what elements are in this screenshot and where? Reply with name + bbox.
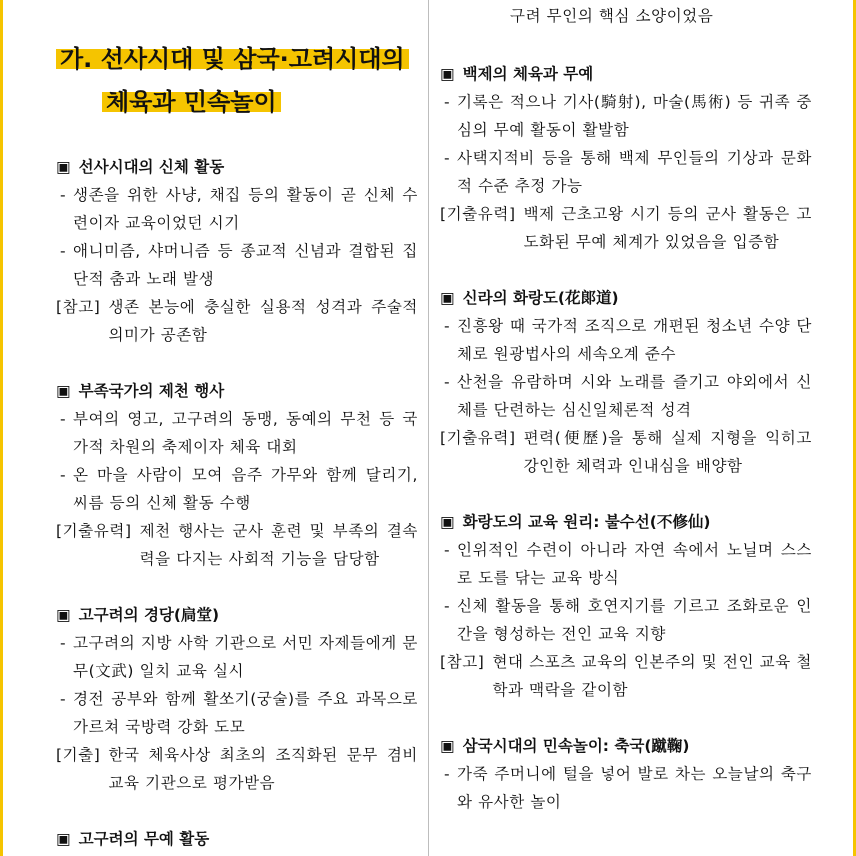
list-item: - 산천을 유람하며 시와 노래를 즐기고 야외에서 신체를 단련하는 심신일체론적 성격 <box>440 368 812 424</box>
list-item: - 생존을 위한 사냥, 채집 등의 활동이 곧 신체 수련이자 교육이었던 시기 <box>56 181 418 237</box>
square-bullet-icon: ▣ <box>440 289 455 307</box>
note-tag: [기출유력] <box>440 205 516 223</box>
dash-icon: - <box>444 317 451 335</box>
note-tag: [기출유력] <box>56 522 132 540</box>
square-bullet-icon: ▣ <box>56 830 71 848</box>
chapter-title-line-1: 가. 선사시대 및 삼국·고려시대의 <box>56 44 409 74</box>
dash-icon: - <box>444 541 451 559</box>
dash-icon: - <box>444 373 451 391</box>
note-reference <box>440 648 812 704</box>
list-item: - 사택지적비 등을 통해 백제 무인들의 기상과 문화적 수준 추정 가능 <box>440 144 812 200</box>
note-tag: [참고] <box>440 653 485 671</box>
chapter-title <box>56 44 418 117</box>
dash-icon: - <box>60 466 67 484</box>
list-item: - 신체 활동을 통해 호연지기를 기르고 조화로운 인간을 형성하는 전인 교육 지향 <box>440 592 812 648</box>
note-text: 백제 근초고왕 시기 등의 군사 활동은 고도화된 무예 체계가 있었음을 입증함 <box>523 205 812 251</box>
list-item: - 가죽 주머니에 털을 넣어 발로 차는 오늘날의 축구와 유사한 놀이 <box>440 760 812 816</box>
section-prehistoric <box>56 153 418 349</box>
right-column <box>440 0 812 856</box>
list-item: - 온 마을 사람이 모여 음주 가무와 함께 달리기, 씨름 등의 신체 활동 수행 <box>56 461 418 517</box>
section-heading: ▣ 신라의 화랑도(花郞道) <box>440 289 619 307</box>
note-text: 현대 스포츠 교육의 인본주의 및 전인 교육 철학과 맥락을 같이함 <box>492 653 812 699</box>
list-item: - 경전 공부와 함께 활쏘기(궁술)를 주요 과목으로 가르쳐 국방력 강화 도모 <box>56 685 418 741</box>
square-bullet-icon: ▣ <box>56 606 71 624</box>
dash-icon: - <box>444 765 451 783</box>
section-baekje <box>440 60 812 256</box>
note-tag: [기출] <box>56 746 101 764</box>
list-item: - 진흥왕 때 국가적 조직으로 개편된 청소년 수양 단체로 원광법사의 세속오계 준수 <box>440 312 812 368</box>
note-tag: [기출유력] <box>440 429 516 447</box>
dash-icon: - <box>444 149 451 167</box>
carryover-text: 구려 무인의 핵심 소양이었음 <box>510 7 714 25</box>
note-exam-likely <box>56 517 418 573</box>
note-text: 한국 체육사상 최초의 조직화된 문무 겸비 교육 기관으로 평가받음 <box>108 746 418 792</box>
note-exam-likely <box>440 200 812 256</box>
square-bullet-icon: ▣ <box>56 158 71 176</box>
section-gyeongdang <box>56 601 418 797</box>
list-item: - 애니미즘, 샤머니즘 등 종교적 신념과 결합된 집단적 춤과 노래 발생 <box>56 237 418 293</box>
left-yellow-border <box>0 0 3 856</box>
note-exam-likely <box>440 424 812 480</box>
section-chukguk <box>440 732 812 816</box>
dash-icon: - <box>444 597 451 615</box>
section-heading: ▣ 백제의 체육과 무예 <box>440 65 594 83</box>
list-item: - 기록은 적으나 기사(騎射), 마술(馬術) 등 귀족 중심의 무예 활동이 활발함 <box>440 88 812 144</box>
section-hwarangdo <box>440 284 812 480</box>
dash-icon: - <box>60 634 67 652</box>
chapter-title-line-2: 체육과 민속놀이 <box>102 87 281 117</box>
dash-icon: - <box>60 242 67 260</box>
square-bullet-icon: ▣ <box>440 513 455 531</box>
list-item: - 인위적인 수련이 아니라 자연 속에서 노닐며 스스로 도를 닦는 교육 방식 <box>440 536 812 592</box>
section-heading: ▣ 고구려의 무예 활동 <box>56 830 210 848</box>
note-exam <box>56 741 418 797</box>
section-tribal-rites <box>56 377 418 573</box>
dash-icon: - <box>444 93 451 111</box>
section-heading: ▣ 화랑도의 교육 원리: 불수선(不修仙) <box>440 513 711 531</box>
section-goguryeo-martial-arts <box>56 825 418 853</box>
list-item: - 부여의 영고, 고구려의 동맹, 동예의 무천 등 국가적 차원의 축제이자 체육 대회 <box>56 405 418 461</box>
section-heading: ▣ 고구려의 경당(扃堂) <box>56 606 220 624</box>
note-text: 편력(便歷)을 통해 실제 지형을 익히고 강인한 체력과 인내심을 배양함 <box>523 429 812 475</box>
section-heading: ▣ 삼국시대의 민속놀이: 축국(蹴鞠) <box>440 737 690 755</box>
note-reference <box>56 293 418 349</box>
section-heading: ▣ 부족국가의 제천 행사 <box>56 382 225 400</box>
dash-icon: - <box>60 410 67 428</box>
square-bullet-icon: ▣ <box>440 65 455 83</box>
column-divider <box>428 0 429 856</box>
note-text: 생존 본능에 충실한 실용적 성격과 주술적 의미가 공존함 <box>108 298 418 344</box>
section-bulsuseon <box>440 508 812 704</box>
square-bullet-icon: ▣ <box>440 737 455 755</box>
note-tag: [참고] <box>56 298 101 316</box>
left-column <box>56 0 418 856</box>
dash-icon: - <box>60 186 67 204</box>
section-heading: ▣ 선사시대의 신체 활동 <box>56 158 225 176</box>
list-item: - 고구려의 지방 사학 기관으로 서민 자제들에게 문무(文武) 일치 교육 실시 <box>56 629 418 685</box>
note-text: 제천 행사는 군사 훈련 및 부족의 결속력을 다지는 사회적 기능을 담당함 <box>139 522 418 568</box>
square-bullet-icon: ▣ <box>56 382 71 400</box>
dash-icon: - <box>60 690 67 708</box>
